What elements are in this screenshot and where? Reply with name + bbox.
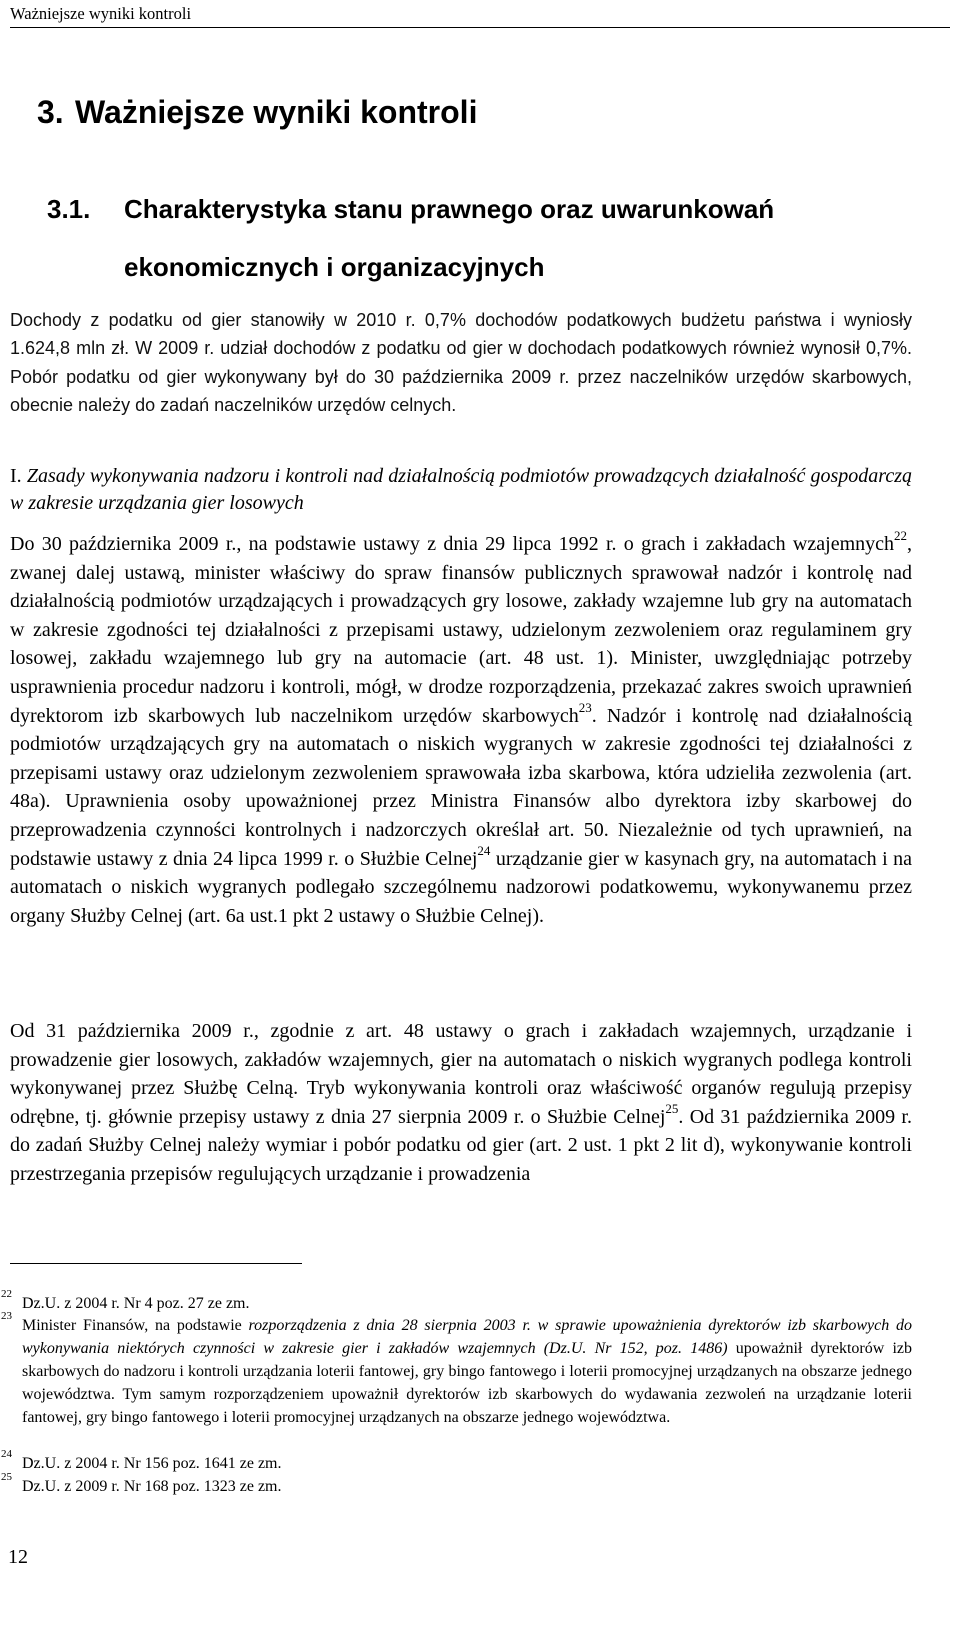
section-heading-title: Charakterystyka stanu prawnego oraz uwarunkowań ekonomicznych i organizacyjnych — [124, 194, 775, 282]
footnote-mark: 24 — [1, 1448, 12, 1460]
footnote-text-part: upoważnił dyrektorów izb skarbowych do nadzoru i kontroli urządzania loterii fantowej, gry bingo fantowego i loterii promocyjnej urządzanych na obszarze jednego województwa. Tym samym rozporządzeniem upoważnił dyrektorów izb skarbowych do wydawania zezwoleń na urządzanie loterii fantowej, gry bingo fantowego i loterii promocyjnej urządzanych na obszarze jednego województwa. — [22, 1340, 913, 1426]
footnote-text-part: Minister Finansów, na podstawie — [22, 1317, 249, 1334]
footnote-text — [22, 1314, 912, 1429]
chapter-heading — [37, 92, 477, 132]
paragraph-text: , zwanej dalej ustawą, minister właściwy do spraw finansów publicznych sprawował nadzór i kontrolę nad działalnością podmiotów urządzających i prowadzących gry losowe, zakłady wzajemne lub gry na automatach w zakresie zgodności tej działalności z przepisami ustawy, udzielonym zezwoleniem oraz regulaminem gry losowej, zakładu wzajemnego lub gry na automacie (art. 48 ust. 1). Minister, uwzględniając potrzeby usprawnienia procedur nadzoru i kontroli, mógł, w drodze rozporządzenia, przekazać zakres swoich uprawnień dyrektorom izb skarbowych lub naczelnikom urzędów skarbowych — [10, 533, 912, 727]
intro-paragraph: Dochody z podatku od gier stanowiły w 2010 r. 0,7% dochodów podatkowych budżetu państwa i wyniosły 1.624,8 mln zł. W 2009 r. udział dochodów z podatku od gier w dochodach podatkowych również wynosił 0,7%. Pobór podatku od gier wykonywany był do 30 października 2009 r. przez naczelników urzędów skarbowych, obecnie należy do zadań naczelników urzędów celnych. — [10, 310, 912, 416]
footnote-ref-23[interactable]: 23 — [578, 699, 592, 715]
page-number: 12 — [8, 1546, 28, 1568]
paragraph-text: urządzanie gier w kasynach gry, na automatach i na automatach o niskich wygranych podlegało szczególnemu nadzorowi podatkowemu, wykonywanemu przez organy Służby Celnej (art. 6a ust.1 pkt 2 ustawy o Służbie Celnej). — [10, 847, 912, 927]
chapter-title: Ważniejsze wyniki kontroli — [75, 94, 478, 130]
paragraph-text: Od 31 października 2009 r., zgodnie z art. 48 ustawy o grach i zakładach wzajemnych, urządzanie i prowadzenie gier losowych, zakładów wzajemnych, gier na automatach o niskich wygranych podlega kontroli wykonywanej przez Służbę Celną. Tryb wykonywania kontroli oraz właściwość organów regulują przepisy odrębne, tj. głównie przepisy ustawy z dnia 27 sierpnia 2009 r. o Służbie Celnej — [10, 1020, 912, 1128]
footnote-ref-22[interactable]: 22 — [894, 528, 907, 544]
running-header: Ważniejsze wyniki kontroli — [10, 4, 950, 28]
subsection-title-text: Zasady wykonywania nadzoru i kontroli nad działalnością podmiotów prowadzących działalność gospodarczą w zakresie urządzania gier losowych — [10, 465, 912, 514]
footnote-ref-24[interactable]: 24 — [477, 842, 491, 858]
footnote-mark: 23 — [1, 1310, 12, 1322]
body-paragraph-2 — [10, 1017, 912, 1189]
footnote-text: Dz.U. z 2009 r. Nr 168 poz. 1323 ze zm. — [22, 1478, 282, 1495]
paragraph-text: Do 30 października 2009 r., na podstawie ustawy z dnia 29 lipca 1992 r. o grach i zakładach wzajemnych — [10, 533, 894, 555]
footnote-separator — [10, 1263, 302, 1264]
footnote-text: Dz.U. z 2004 r. Nr 4 poz. 27 ze zm. — [22, 1295, 250, 1312]
footnote-text: Dz.U. z 2004 r. Nr 156 poz. 1641 ze zm. — [22, 1455, 282, 1472]
footnote-ref-25[interactable]: 25 — [665, 1101, 679, 1117]
subsection-numeral: I. — [10, 465, 22, 487]
paragraph-text: . Nadzór i kontrolę nad działalnością podmiotów urządzających gry na automatach o niskich wygranych w zakresie zgodności tej działalności z przepisami ustawy oraz udzielonym zezwoleniem sprawowała izba skarbowa, która udzieliła zezwolenia (art. 48a). Uprawnienia osoby upoważnionej przez Ministra Finansów albo dyrektora izby skarbowej do przeprowadzenia czynności kontrolnych i nadzorczych określał art. 50. Niezależnie od tych uprawnień, na podstawie ustawy z dnia 24 lipca 1999 r. o Służbie Celnej — [10, 704, 912, 870]
section-number: 3.1. — [47, 194, 91, 224]
paragraph-text: . Od 31 października 2009 r. do zadań Służby Celnej należy wymiar i pobór podatku od gier (art. 2 ust. 1 pkt 2 lit d), wykonywanie kontroli przestrzegania przepisów regulujących urządzanie i prowadzenia — [10, 1105, 912, 1185]
footnote-mark: 22 — [1, 1288, 12, 1300]
chapter-number: 3. — [37, 94, 64, 130]
footnote-citation: rozporządzenia z dnia 28 sierpnia 2003 r. w sprawie upoważnienia dyrektorów izb skarbowych do wykonywania niektórych czynności w zakresie gier i zakładów wzajemnych (Dz.U. Nr 152, poz. 1486) — [22, 1317, 912, 1357]
body-paragraph-1 — [10, 530, 912, 930]
subsection-title — [10, 463, 912, 517]
footnote-mark: 25 — [1, 1471, 12, 1483]
